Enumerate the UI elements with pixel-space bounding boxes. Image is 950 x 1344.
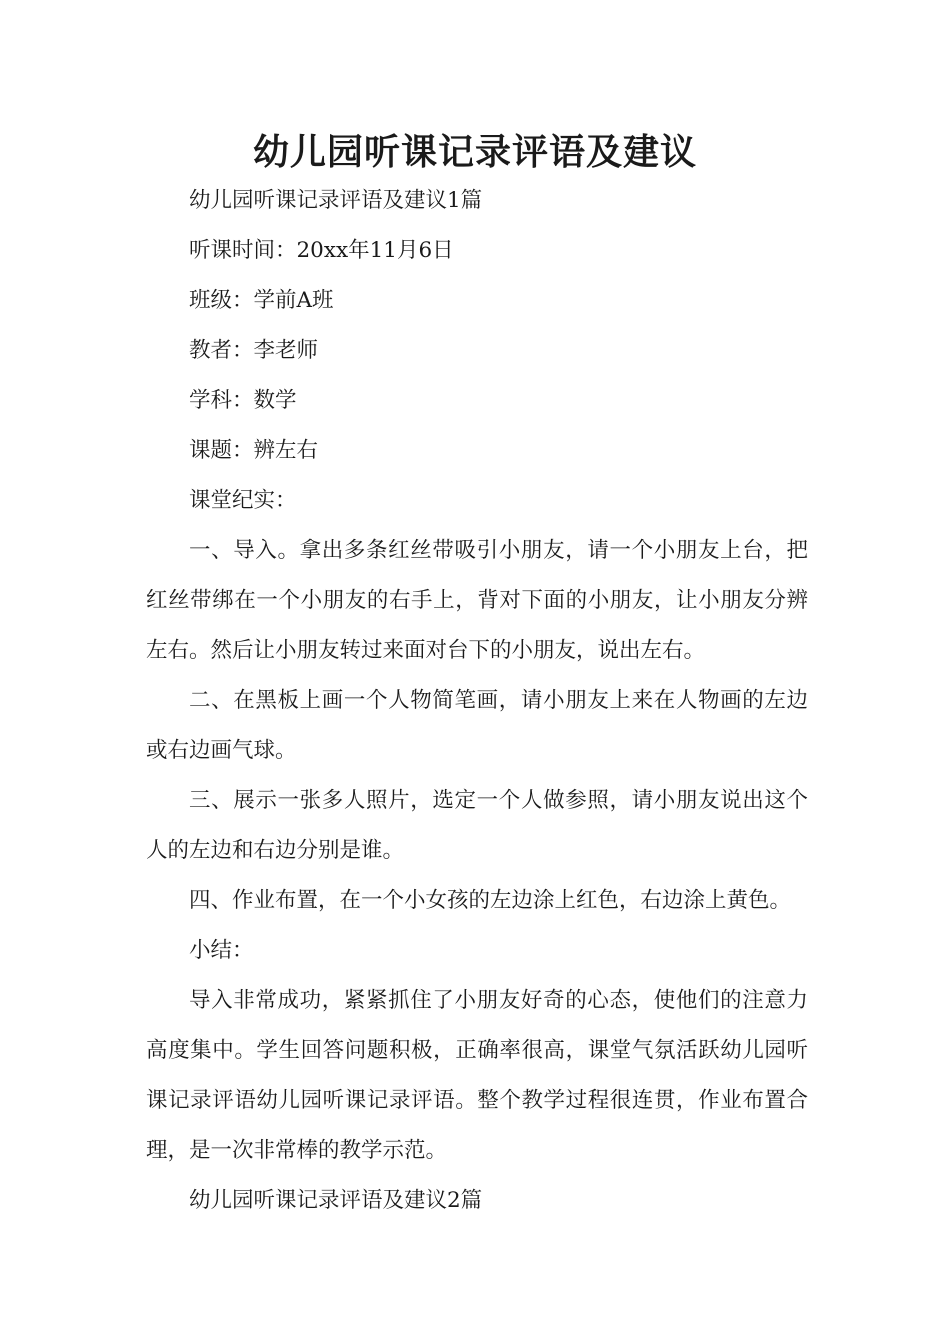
paragraph-step-2: 二、在黑板上画一个人物简笔画，请小朋友上来在人物画的左边或右边画气球。 [146, 688, 808, 763]
paragraph-section-heading-2: 幼儿园听课记录评语及建议2篇 [189, 1188, 483, 1213]
paragraph-class: 班级：学前A班 [189, 288, 334, 313]
paragraph-step-1: 一、导入。拿出多条红丝带吸引小朋友，请一个小朋友上台，把红丝带绑在一个小朋友的右手上，背对下面的小朋友，让小朋友分辨左右。然后让小朋友转过来面对台下的小朋友，说出左右。 [146, 538, 808, 663]
paragraph-lesson-time: 听课时间：20xx年11月6日 [189, 238, 454, 263]
paragraph-section-heading-1: 幼儿园听课记录评语及建议1篇 [189, 188, 483, 213]
paragraph-subject: 学科：数学 [189, 388, 297, 413]
document-title: 幼儿园听课记录评语及建议 [252, 131, 697, 173]
document-body [146, 176, 808, 1226]
paragraph-summary: 导入非常成功，紧紧抓住了小朋友好奇的心态，使他们的注意力高度集中。学生回答问题积极，正确率很高，课堂气氛活跃幼儿园听课记录评语幼儿园听课记录评语。整个教学过程很连贯，作业布置合理，是一次非常棒的教学示范。 [146, 988, 808, 1163]
paragraph-step-4: 四、作业布置，在一个小女孩的左边涂上红色，右边涂上黄色。 [189, 888, 792, 913]
paragraph-summary-heading: 小结： [189, 938, 254, 963]
paragraph-step-3: 三、展示一张多人照片，选定一个人做参照，请小朋友说出这个人的左边和右边分别是谁。 [146, 788, 808, 863]
paragraph-class-record-heading: 课堂纪实： [189, 488, 297, 513]
paragraph-topic: 课题：辨左右 [189, 438, 319, 463]
paragraph-teacher: 教者：李老师 [189, 338, 319, 363]
